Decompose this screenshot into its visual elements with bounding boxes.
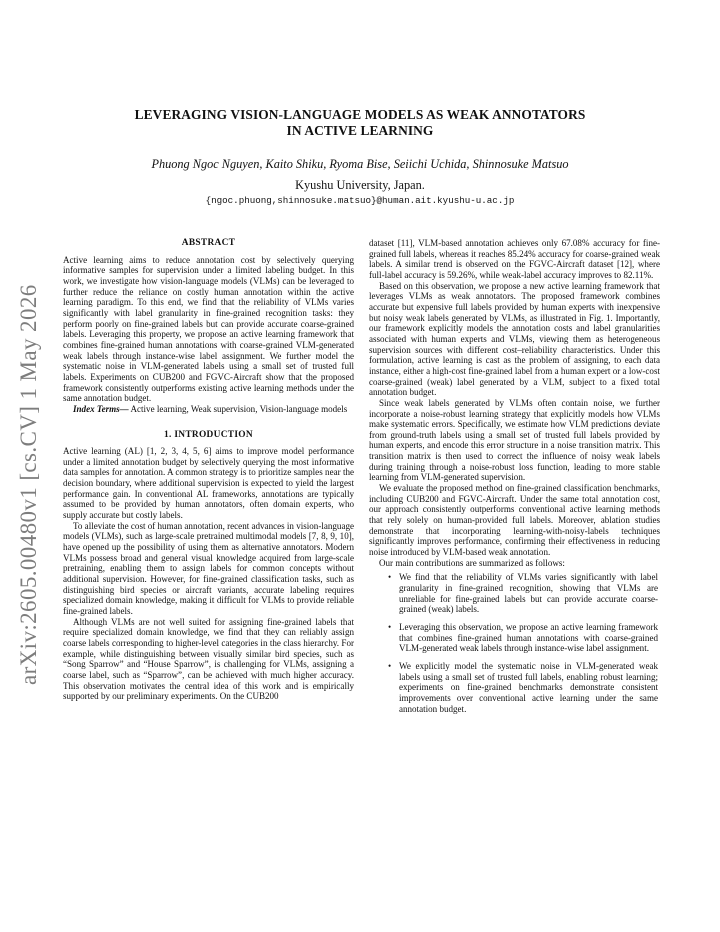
contribution-text: We find that the reliability of VLMs varies significantly with label granularity in fine-grained recognition, showing that VLMs are unreliable for fine-grained labels but can provide accurate coarse-grained (weak) labels.	[399, 572, 658, 615]
contribution-item	[369, 661, 660, 714]
intro-paragraph-2: To alleviate the cost of human annotation, recent advances in vision-language models (VLMs), such as large-scale pretrained multimodal models [7, 8, 9, 10], have opened up the possibility of using them as alternative annotators. Modern VLMs possess broad and general visual knowledge acquired from large-scale pretraining, enabling them to assign labels for common concepts without additional supervision. However, for fine-grained classification tasks, such as distinguishing bird species or aircraft variants, accurate labeling requires specialized domain knowledge, making it difficult for VLMs to provide reliable fine-grained labels.	[63, 520, 354, 616]
contributions-intro: Our main contributions are summarized as follows:	[379, 557, 565, 568]
contribution-item	[369, 572, 660, 615]
right-paragraph-3: Since weak labels generated by VLMs often contain noise, we further incorporate a noise-robust learning strategy that explicitly models how VLMs make systematic errors. Specifically, we estimate how VLM predictions deviate from ground-truth labels using a small set of trusted full labels provided by human experts, and encode this error structure in a noise transition matrix. This transition matrix is then used to correct the influence of noisy weak labels during training through a noise-robust loss function, leading to more stable learning from VLM-generated supervision.	[369, 397, 660, 483]
contribution-list	[369, 572, 660, 714]
index-terms	[63, 404, 354, 415]
intro-paragraph-1: Active learning (AL) [1, 2, 3, 4, 5, 6] aims to improve model performance under a limited annotation budget by selectively querying the most informative data samples for annotation. A common strategy is to prioritize samples near the decision boundary, where additional supervision is expected to yield the largest performance gain. In conventional AL frameworks, annotations are typically assumed to be provided by human annotators, often domain experts, who supply accurate but costly labels.	[63, 446, 354, 521]
right-paragraph-4: We evaluate the proposed method on fine-grained classification benchmarks, including CUB200 and FGVC-Aircraft. Under the same total annotation cost, our approach consistently outperforms conventional active learning methods that rely solely on human-provided full labels. Moreover, ablation studies demonstrate that incorporating learning-with-noisy-labels techniques significantly improves performance, confirming their effectiveness in reducing noise introduced by VLM-based weak annotation.	[369, 483, 660, 558]
title-line-2: IN ACTIVE LEARNING	[286, 123, 434, 138]
intro-paragraph-3: Although VLMs are not well suited for assigning fine-grained labels that require specialized domain knowledge, we find that they can reliably assign coarse labels corresponding to higher-level categories in the class hierarchy. For example, while distinguishing between visually similar bird species, such as “Song Sparrow” and “House Sparrow”, is challenging for VLMs, assigning a coarse label, such as “Sparrow”, can be achieved with much higher accuracy. This observation motivates the central idea of this work and is empirically supported by our preliminary experiments. On the CUB200	[63, 616, 354, 702]
author-list: Phuong Ngoc Nguyen, Kaito Shiku, Ryoma Bise, Seiichi Uchida, Shinnosuke Matsuo	[151, 157, 569, 171]
index-terms-label: Index Terms—	[73, 403, 129, 414]
left-column	[63, 238, 354, 702]
contribution-text: Leveraging this observation, we propose an active learning framework that combines fine-grained human annotations with coarse-grained VLM-generated weak labels through instance-wise label assignment.	[399, 621, 658, 654]
abstract-text: Active learning aims to reduce annotation cost by selectively querying informative samples for supervision under a limited labeling budget. In this work, we investigate how vision-language models (VLMs) can be leveraged to further reduce the reliance on costly human annotation within the active learning paradigm. To this end, we find that the reliability of VLMs varies significantly with label granularity in fine-grained recognition tasks: they perform poorly on fine-grained labels but can provide accurate coarse-grained labels. Leveraging this property, we propose an active learning framework that combines fine-grained human annotations with coarse-grained VLM-generated weak labels through instance-wise label assignment. We further model the systematic noise in VLM-generated labels using a small set of trusted full labels. Experiments on CUB200 and FGVC-Aircraft show that the proposed framework consistently outperforms existing active learning methods under the same annotation budget.	[63, 254, 354, 404]
contribution-text: We explicitly model the systematic noise in VLM-generated weak labels using a small set of trusted full labels, enabling robust learning; experiments on fine-grained benchmarks demonstrate consistent improvements over conventional active learning under the same annotation budget.	[399, 660, 658, 714]
author-email: {ngoc.phuong,shinnosuke.matsuo}@human.ait.kyushu-u.ac.jp	[205, 195, 515, 206]
title-line-1: LEVERAGING VISION-LANGUAGE MODELS AS WEAK ANNOTATORS	[134, 107, 586, 122]
affiliation: Kyushu University, Japan.	[295, 178, 425, 192]
contribution-item	[369, 622, 660, 654]
bullet-icon: •	[388, 572, 392, 583]
bullet-icon: •	[388, 660, 392, 671]
bullet-icon: •	[388, 621, 392, 632]
abstract-heading: ABSTRACT	[181, 238, 236, 248]
index-terms-text: Active learning, Weak supervision, Vision-language models	[130, 403, 348, 414]
paper-title	[0, 107, 720, 139]
arxiv-stamp: arXiv:2605.00480v1 [cs.CV] 1 May 2026	[16, 284, 41, 685]
right-paragraph-1: dataset [11], VLM-based annotation achieves only 67.08% accuracy for fine-grained full labels, whereas it reaches 85.24% accuracy for coarse-grained weak labels. A similar trend is observed on the FGVC-Aircraft dataset [12], where full-label accuracy is 59.26%, while weak-label accuracy improves to 82.11%.	[369, 238, 660, 280]
right-column	[369, 238, 660, 721]
right-paragraph-2: Based on this observation, we propose a new active learning framework that leverages VLMs as weak annotators. The proposed framework combines accurate but expensive full labels provided by human experts with inexpensive but noisy weak labels generated by VLMs, as illustrated in Fig. 1. Importantly, our framework explicitly models the annotation costs and label granularities associated with human experts and VLMs, viewing them as heterogeneous supervision sources with different cost–reliability characteristics. Under this formulation, active learning is cast as the problem of assigning, to each data instance, either a high-cost fine-grained label from a human expert or a low-cost coarse-grained (weak) label generated by a VLM, subject to a fixed total annotation budget.	[369, 280, 660, 398]
intro-heading: 1. INTRODUCTION	[164, 429, 253, 440]
